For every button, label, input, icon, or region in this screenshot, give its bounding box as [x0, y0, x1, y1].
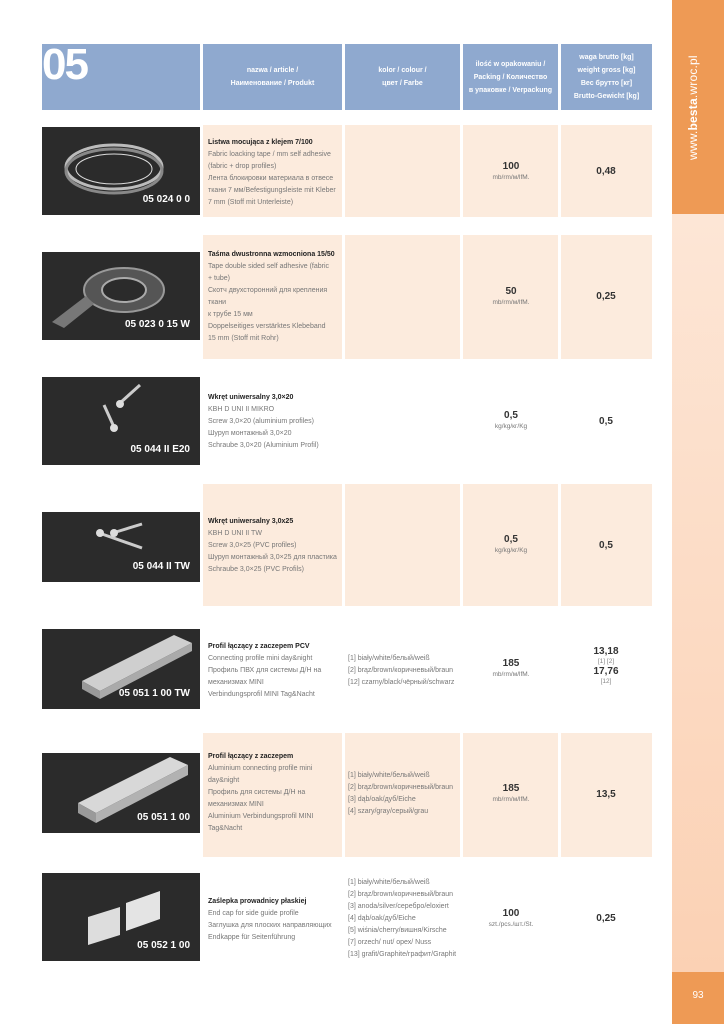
product-description: Zaślepka prowadnicy płaskiej End cap for side guide profile Заглушка для плоских направляющих Endkappe für Seitenführung	[208, 898, 332, 941]
section-number: 05	[42, 40, 87, 89]
row-color-bg	[345, 125, 460, 217]
header-name: nazwa / article / Наименование / Produkt	[203, 44, 342, 110]
product-code: 05 044 II TW	[132, 561, 190, 572]
gross-weight: 0,25	[596, 291, 616, 302]
product-description: Listwa mocująca z klejem 7/100 Fabric loacking tape / mm self adhesive (fabric + drop profiles) Лента блокировки материала в отвесе ткани 7 мм/Befestigungsleiste mit Kleber 7 mm (Stoff mit Unterleiste)	[208, 139, 336, 206]
product-photo	[42, 512, 200, 582]
gross-weight: 0,25	[596, 913, 616, 924]
row-color-bg	[345, 235, 460, 359]
product-photo	[42, 252, 200, 340]
header-weight: waga brutto [kg] weight gross [kg] Вес брутто [кг] Brutto-Gewicht [kg]	[561, 44, 652, 110]
packing-qty: 100 szt./pcs./шт./St.	[488, 908, 534, 928]
packing-qty: 50 mb/rm/м/lfM.	[492, 286, 530, 306]
color-options: [1] biały/white/белый/weiß [2] brąz/brown/коричневый/braun [12] czarny/black/чёрный/schwarz	[348, 655, 455, 686]
product-code: 05 052 1 00	[137, 940, 190, 951]
gross-weight: 0,48	[596, 166, 616, 177]
product-description: Taśma dwustronna wzmocniona 15/50 Tape double sided self adhesive (fabric + tube) Скотч двухсторонний для крепления ткани к трубе 15 мм Doppelseitiges verstärktes Klebeband 15 mm (Stoff mit Rohr)	[208, 251, 335, 342]
gross-weight: 13,18 [1] [2] 17,76 [12]	[593, 646, 619, 685]
product-description: Wkręt uniwersalny 3,0x25 KBH D UNI II TW Screw 3,0×25 (PVC profiles) Шуруп монтажный 3,0×25 для пластика Schraube 3,0×25 (PVC Profils)	[208, 518, 337, 573]
product-code: 05 023 0 15 W	[124, 319, 190, 330]
product-code: 05 051 1 00	[137, 812, 190, 823]
product-description: Profil łączący z zaczepem Aluminium connecting profile mini day&night Профиль для системы Д/Н на механизмах MINI Aluminium Verbindungsprofil MINI Tag&Nacht	[208, 753, 314, 832]
product-photo	[42, 127, 200, 215]
packing-qty: 185 mb/rm/м/lfM.	[492, 658, 530, 678]
product-code: 05 024 0 0	[142, 194, 190, 205]
color-options: [1] biały/white/белый/weiß [2] brąz/brown/коричневый/braun [3] dąb/oak/дуб/Eiche [4] szary/gray/серый/grau	[348, 772, 454, 815]
product-code: 05 051 1 00 TW	[118, 688, 190, 699]
product-description: Profil łączący z zaczepem PCV Connecting profile mini day&night Профиль ПВХ для системы Д/Н на механизмах MINI Verbindungsprofil MINI Tag&Nacht	[208, 643, 322, 698]
page-number: 93	[692, 990, 704, 1001]
header-color: kolor / colour / цвет / Farbe	[345, 44, 460, 110]
product-photo	[42, 753, 200, 833]
packing-qty: 0,5 kg/kg/кг/Kg	[494, 534, 528, 554]
color-options: [1] biały/white/белый/weiß [2] brąz/brown/коричневый/braun [3] anoda/silver/серебро/eloxiert [4] dąb/oak/дуб/Eiche [5] wiśnia/cherry/вишня/Kirsche [7] orzech/ nut/ орех/ Nuss [13] grafit/Graphite/графит/Graphit	[348, 879, 457, 958]
header-packing: ilość w opakowaniu / Packing / Количество в упаковке / Verpackung	[463, 44, 558, 110]
product-photo	[42, 377, 200, 465]
row-color-bg	[345, 484, 460, 606]
packing-qty: 100 mb/rm/м/lfM.	[492, 161, 530, 181]
product-code: 05 044 II E20	[130, 444, 190, 455]
product-photo	[42, 629, 200, 709]
gross-weight: 0,5	[599, 416, 613, 427]
packing-qty: 0,5 kg/kg/кг/Kg	[494, 410, 528, 430]
product-photo	[42, 873, 200, 961]
packing-qty: 185 mb/rm/м/lfM.	[492, 783, 530, 803]
gross-weight: 0,5	[599, 540, 613, 551]
side-band	[672, 214, 724, 972]
brand-url[interactable]: www.besta.wroc.pl	[686, 55, 700, 160]
product-description: Wkręt uniwersalny 3,0×20 KBH D UNI II MIKRO Screw 3,0×20 (aluminium profiles) Шуруп монтажный 3,0×20 Schraube 3,0×20 (Aluminium Profil)	[208, 394, 319, 449]
gross-weight: 13,5	[596, 789, 616, 800]
